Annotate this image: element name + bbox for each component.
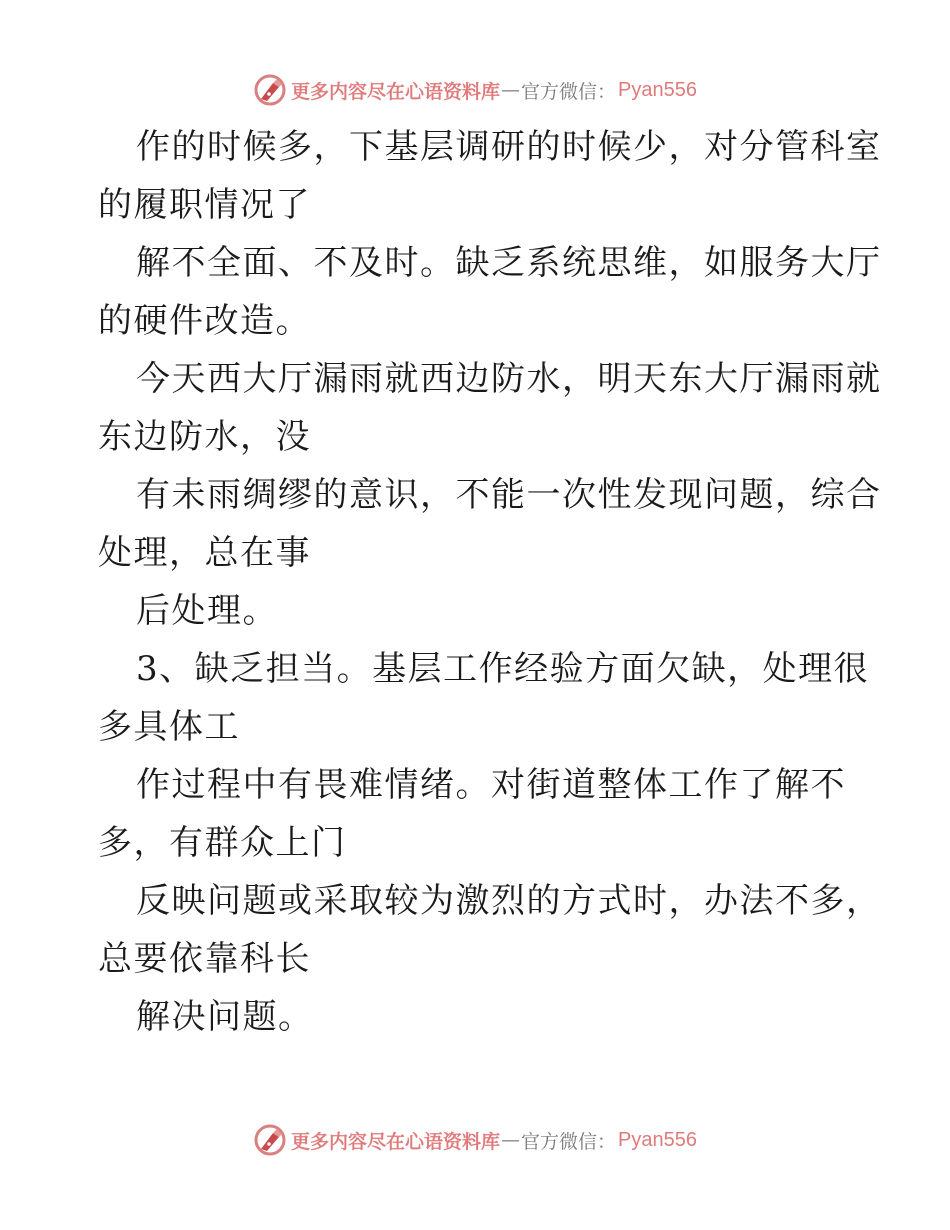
banner-dash: — — [501, 79, 521, 101]
banner-official-label: 官方微信： — [521, 80, 617, 103]
footer-banner — [0, 1120, 950, 1160]
text-line: 东边防水，没 — [98, 417, 311, 457]
text-line: 解不全面、不及时。缺乏系统思维，如服务大厅 — [136, 243, 882, 283]
pen-nib-logo-icon — [253, 1123, 287, 1157]
text-line: 作过程中有畏难情绪。对街道整体工作了解不 — [136, 765, 846, 805]
text-line: 的履职情况了 — [98, 185, 311, 225]
pen-nib-logo-icon — [253, 73, 287, 107]
text-line: 多，有群众上门 — [98, 823, 347, 863]
banner-wechat-id: Pyan556 — [618, 1128, 697, 1151]
banner-dash: — — [501, 1129, 521, 1151]
text-line: 反映问题或采取较为激烈的方式时，办法不多， — [136, 881, 882, 921]
text-line: 今天西大厅漏雨就西边防水，明天东大厅漏雨就 — [136, 359, 882, 399]
text-line: 处理，总在事 — [98, 533, 311, 573]
text-line: 解决问题。 — [136, 997, 314, 1037]
text-line: 有未雨绸缪的意识，不能一次性发现问题，综合 — [136, 475, 882, 515]
banner-official-label: 官方微信： — [521, 1130, 617, 1153]
banner-site-name: 更多内容尽在心语资料库 — [291, 1130, 501, 1153]
text-line: 后处理。 — [136, 591, 278, 631]
banner-site-name: 更多内容尽在心语资料库 — [291, 80, 501, 103]
banner-wechat-id: Pyan556 — [618, 78, 697, 101]
header-banner — [0, 70, 950, 110]
text-line: 作的时候多，下基层调研的时候少，对分管科室 — [136, 127, 882, 167]
document-body — [98, 118, 882, 1046]
text-line: 的硬件改造。 — [98, 301, 311, 341]
text-line: 3、缺乏担当。基层工作经验方面欠缺，处理很 — [136, 649, 870, 689]
text-line: 总要依靠科长 — [98, 939, 311, 979]
text-line: 多具体工 — [98, 707, 240, 747]
